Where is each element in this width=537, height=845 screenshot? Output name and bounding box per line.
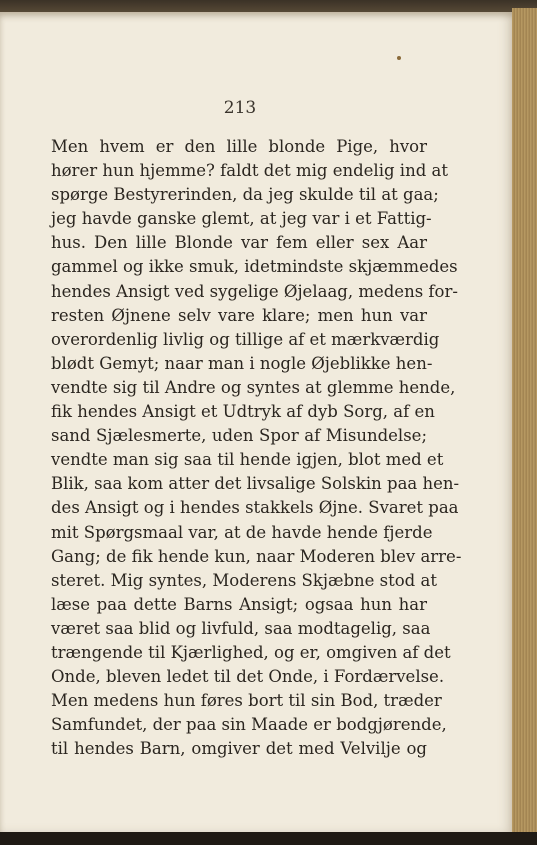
text-line: fik hendes Ansigt et Udtryk af dyb Sorg, af en [51, 402, 435, 422]
text-line: Gang; de fik hende kun, naar Moderen blev arre- [51, 546, 462, 566]
text-line: spørge Bestyrerinden, da jeg skulde til at gaa; [51, 185, 439, 205]
text-line: mit Spørgsmaal var, at de havde hende fjerde [51, 522, 433, 542]
text-line: hører hun hjemme? faldt det mig endelig ind at [51, 161, 448, 181]
text-line: været saa blid og livfuld, saa modtagelig, saa [51, 618, 431, 638]
text-line: læse paa dette Barns Ansigt; ogsaa hun har [51, 594, 427, 614]
text-line: til hendes Barn, omgiver det med Velvilje og [51, 739, 427, 759]
body-text [51, 135, 462, 761]
text-line: sand Sjælesmerte, uden Spor af Misundelse; [51, 426, 427, 446]
text-line: vendte man sig saa til hende igjen, blot med et [51, 450, 444, 470]
text-line: hendes Ansigt ved sygelige Øjelaag, medens for- [51, 281, 458, 301]
text-line: Blik, saa kom atter det livsalige Solskin paa hen- [51, 474, 460, 494]
text-line: Samfundet, der paa sin Maade er bodgjørende, [51, 715, 447, 735]
text-line: trængende til Kjærlighed, og er, omgiven af det [51, 642, 451, 662]
page-number: 213 [223, 98, 257, 118]
text-line: blødt Gemyt; naar man i nogle Øjeblikke hen- [51, 353, 433, 373]
paper-speck [397, 56, 401, 60]
text-line: des Ansigt og i hendes stakkels Øjne. Svaret paa [51, 498, 459, 518]
page-stack-edge [512, 8, 537, 838]
text-line: overordenlig livlig og tillige af et mærkværdig [51, 329, 440, 349]
text-line: hus. Den lille Blonde var fem eller sex Aar [51, 233, 427, 253]
text-line: Men hvem er den lille blonde Pige, hvor [51, 137, 427, 156]
book-page [0, 12, 514, 834]
text-line: Onde, bleven ledet til det Onde, i Fordærvelse. [51, 667, 445, 687]
text-line: Men medens hun føres bort til sin Bod, træder [51, 691, 442, 711]
text-line: jeg havde ganske glemt, at jeg var i et Fattig- [51, 209, 432, 229]
scan-bottom-border [0, 832, 537, 845]
text-line: vendte sig til Andre og syntes at glemme hende, [51, 377, 456, 397]
text-line: resten Øjnene selv vare klare; men hun var [51, 305, 427, 325]
text-line: gammel og ikke smuk, idetmindste skjæmmedes [51, 257, 458, 277]
text-line: steret. Mig syntes, Moderens Skjæbne stod at [51, 570, 437, 590]
